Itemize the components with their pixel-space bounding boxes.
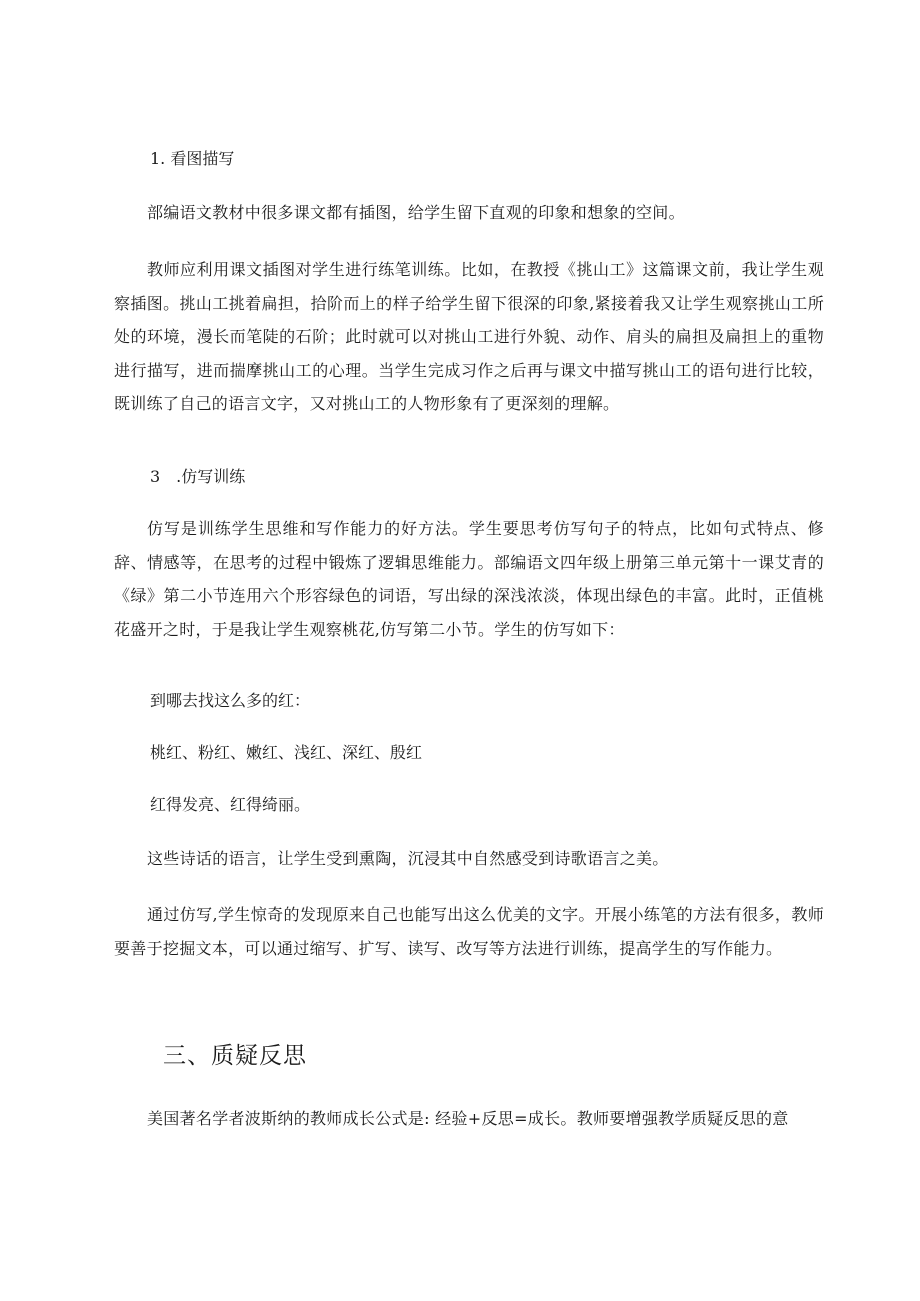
poem-line-3: 红得发亮、红得绮丽。 (150, 795, 311, 814)
paragraph-poetry-language: 这些诗话的语言，让学生受到熏陶，沉浸其中自然感受到诗歌语言之美。 (147, 849, 669, 868)
paragraph-intro: 部编语文教材中很多课文都有插图，给学生留下直观的印象和想象的空间。 (147, 203, 685, 222)
paragraph-mountain-porter: 教师应利用课文插图对学生进行练笔训练。比如，在教授《挑山工》这篇课文前，我让学生观察插图。挑山工挑着扁担，拾阶而上的样子给学生留下很深的印象,紧接着我又让学生观察挑山工所处的环境，漫长而笔陡的石阶；此时就可以对挑山工进行外貌、动作、肩头的扁担及扁担上的重物进行描写，进而揣摩挑山工的心理。当学生完成习作之后再与课文中描写挑山工的语句进行比较，既训练了自己的语言文字，又对挑山工的人物形象有了更深刻的理解。 (114, 260, 824, 413)
paragraph-writing-methods: 通过仿写,学生惊奇的发现原来自己也能写出这么优美的文字。开展小练笔的方法有很多，教师要善于挖掘文本，可以通过缩写、扩写、读写、改写等方法进行训练，提高学生的写作能力。 (114, 905, 824, 958)
paragraph-imitation: 仿写是训练学生思维和写作能力的好方法。学生要思考仿写句子的特点，比如句式特点、修辞、情感等，在思考的过程中锻炼了逻辑思维能力。部编语文四年级上册第三单元第十一课艾青的《绿》第二小节连用六个形容绿色的词语，写出绿的深浅浓淡，体现出绿色的丰富。此时，正值桃花盛开之时，于是我让学生观察桃花,仿写第二小节。学生的仿写如下： (114, 519, 824, 639)
section-heading-picture-description: 1. 看图描写 (150, 149, 235, 168)
paragraph-reflection: 美国著名学者波斯纳的教师成长公式是: 经验+反思=成长。教师要增强教学质疑反思的意 (147, 1109, 789, 1128)
chapter-heading-reflection: 三、质疑反思 (163, 1043, 307, 1069)
poem-line-1: 到哪去找这么多的红： (150, 691, 311, 710)
section-heading-imitation-writing: 3 .仿写训练 (150, 467, 246, 486)
poem-line-2: 桃红、粉红、嫩红、浅红、深红、殷红 (150, 743, 423, 762)
